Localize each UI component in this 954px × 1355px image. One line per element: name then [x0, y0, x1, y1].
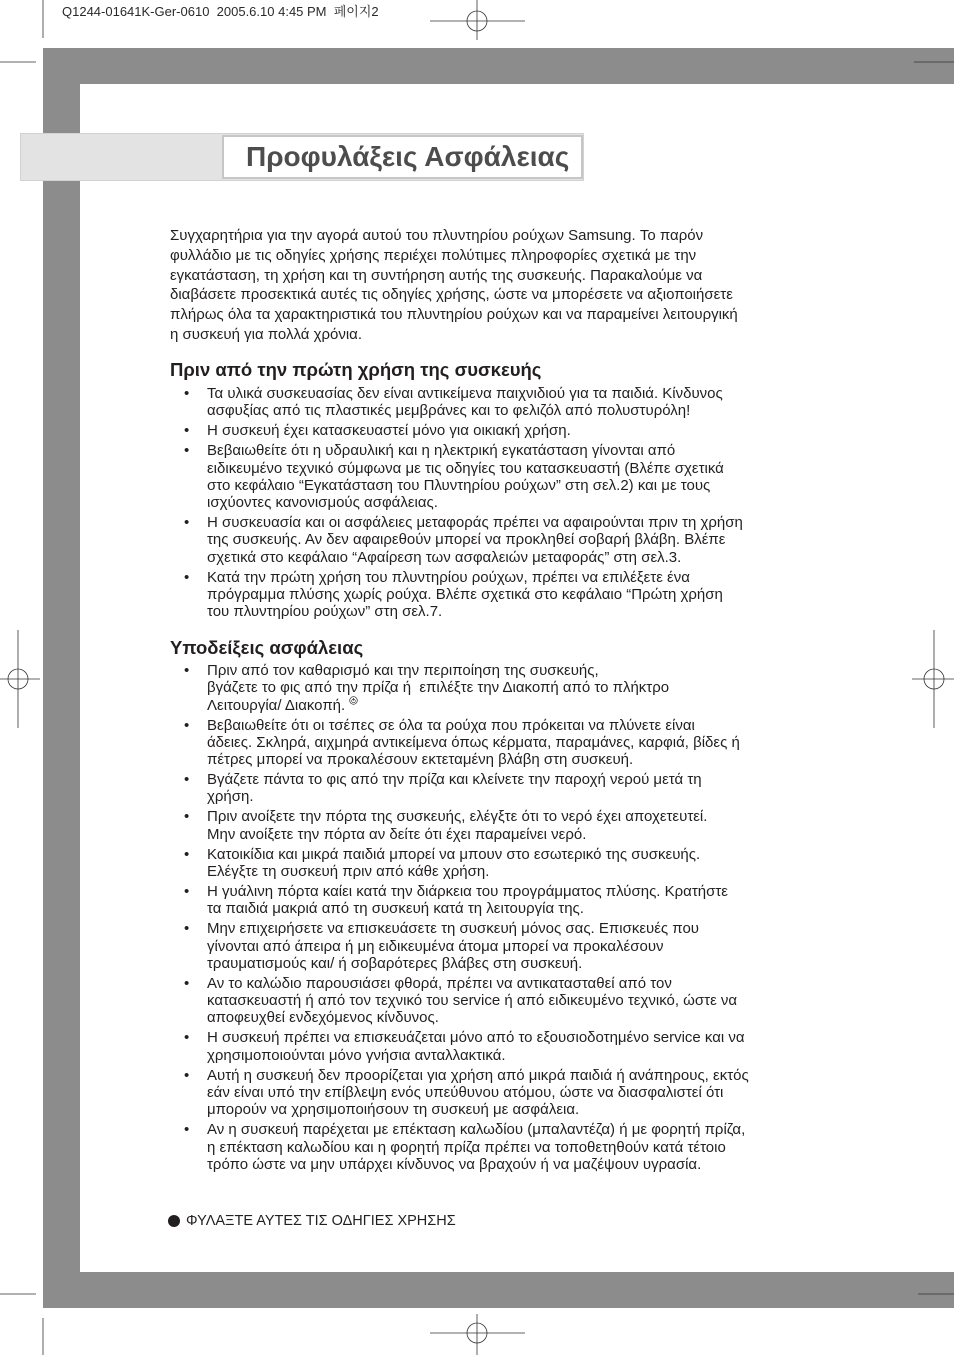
before-first-use-list [170, 385, 743, 623]
list-item-text: Η συσκευασία και οι ασφάλειες μεταφοράς πρέπει να αφαιρούνται πριν τη χρήση της συσκευής. Αν δεν αφαιρεθούν μπορεί να προκληθεί σοβαρή βλάβη. Βλέπε σχετικά στο κεφάλαιο “Αφαίρεση των ασφαλειών μεταφοράς” στη σελ.3. [207, 514, 743, 566]
list-item-text: Τα υλικά συσκευασίας δεν είναι αντικείμενα παιχνιδιού για τα παιδιά. Κίνδυνος ασφυξίας από τις πλαστικές μεμβράνες και το φελιζόλ από πολυστυρόλη! [207, 385, 723, 420]
list-item-text: Κατά την πρώτη χρήση του πλυντηρίου ρούχων, πρέπει να επιλέξετε ένα πρόγραμμα πλύσης χωρίς ρούχα. Βλέπε σχετικά στο κεφάλαιο “Πρώτη χρήση του πλυντηρίου ρούχων” στη σελ.7. [207, 568, 723, 621]
intro-paragraph: Συγχαρητήρια για την αγορά αυτού του πλυντηρίου ρούχων Samsung. Το παρόν φυλλάδιο με τις οδηγίες χρήσης περιέχει πολύτιμες πληροφορίες σχετικά με την εγκατάσταση, τη χρήση και τη συντήρηση αυτής της συσκευής. Παρακαλούμε να διαβάσετε προσεκτικά αυτές τις οδηγίες χρήσης, ώστε να μπορέσετε να αξιοποιήσετε πλήρως όλα τα χαρακτηριστικά του πλυντηρίου ρούχων και να παραμείνει λειτουργική η συσκευή για πολλά χρόνια. [170, 227, 738, 343]
list-item-text: Πριν από τον καθαρισμό και την περιποίηση της συσκευής, βγάζετε το φις από την πρίζα ή επιλέξτε την Διακοπή από το πλήκτρο Λειτουργία/ Διακοπή. [207, 662, 670, 714]
list-item-text: Αν το καλώδιο παρουσιάσει φθορά, πρέπει να αντικατασταθεί από τον κατασκευαστή ή από τον τεχνικό του service ή από ειδικευμένο τεχνικό, ώστε να αποφευχθεί ενδεχόμενος κίνδυνος. [207, 974, 738, 1027]
list-item-text: Βεβαιωθείτε ότι η υδραυλική και η ηλεκτρική εγκατάσταση γίνονται από ειδικευμένο τεχνικό σύμφωνα με τις οδηγίες του κατασκευαστή (Βλέπε σχετικά στο κεφάλαιο “Εγκατάσταση του Πλυντηρίου ρούχων” στη σελ.2) και με τους ισχύοντες κανονισμούς ασφάλειας. [207, 442, 724, 512]
trim-mark-bottom-left [0, 1294, 43, 1355]
title-banner [20, 133, 584, 181]
list-item [170, 883, 749, 918]
list-item-text: Η συσκευή έχει κατασκευαστεί μόνο για οικιακή χρήση. [207, 422, 571, 440]
list-item-text: Η γυάλινη πόρτα καίει κατά την διάρκεια του προγράμματος πλύσης. Κρατήστε τα παιδιά μακριά από τη συσκευή κατά τη λειτουργία της. [207, 883, 728, 918]
title-frame [222, 135, 583, 179]
filled-circle-icon [168, 1215, 180, 1227]
print-slug: Q1244-01641K-Ger-0610 2005.6.10 4:45 PM 페이지2 [62, 4, 379, 19]
list-item [170, 569, 743, 621]
list-item [170, 808, 749, 843]
list-item [170, 1067, 749, 1119]
power-icon [349, 696, 358, 705]
list-item-text: Αυτή η συσκευή δεν προορίζεται για χρήση από μικρά παιδιά ή ανάπηρους, εκτός εάν είναι υπό την επίβλεψη ενός υπεύθυνου ατόμου, ώστε να διασφαλιστεί ότι μπορούν να χρησιμοποιήσουν τη συσκευή με ασφάλεια. [207, 1066, 749, 1119]
list-item [170, 514, 743, 566]
registration-mark-top-icon [430, 0, 525, 40]
list-item-text: Η συσκευή πρέπει να επισκευάζεται μόνο από το εξουσιοδοτημένο service και να χρησιμοποιούνται μόνο γνήσια ανταλλακτικά. [207, 1029, 745, 1064]
list-item [170, 442, 743, 511]
list-item [170, 422, 743, 439]
list-item-text: Βεβαιωθείτε ότι οι τσέπες σε όλα τα ρούχα που πρόκειται να πλύνετε είναι άδειες. Σκληρά, αιχμηρά αντικείμενα όπως κέρματα, παραμάνες, καρφιά, βίδες ή πέτρες μπορεί να προκαλέσουν εκτεταμένη βλάβη στη συσκευή. [207, 716, 740, 769]
list-item-text: Βγάζετε πάντα το φις από την πρίζα και κλείνετε την παροχή νερού μετά τη χρήση. [207, 771, 702, 806]
safety-instructions-list [170, 662, 749, 1176]
list-item [170, 920, 749, 972]
footer-note: ΦΥΛΑΞΤΕ ΑΥΤΕΣ ΤΙΣ ΟΔΗΓΙΕΣ ΧΡΗΣΗΣ [186, 1213, 456, 1229]
list-item-text: Πριν ανοίξετε την πόρτα της συσκευής, ελέγξτε ότι το νερό έχει αποχετευτεί. Μην ανοίξετε την πόρτα αν δείτε ότι έχει παραμείνει νερό. [207, 808, 708, 843]
list-item [170, 717, 749, 769]
list-item-text: Κατοικίδια και μικρά παιδιά μπορεί να μπουν στο εσωτερικό της συσκευής. Ελέγξτε τη συσκευή πριν από κάθε χρήση. [207, 845, 701, 881]
page-title: Προφυλάξεις Ασφάλειας [246, 141, 570, 172]
section-heading-safety-instructions: Υποδείξεις ασφάλειας [170, 637, 364, 658]
list-item-text: Μην επιχειρήσετε να επισκευάσετε τη συσκευή μόνος σας. Επισκευές που γίνονται από άπειρα ή μη ειδικευμένα άτομα μπορεί να προκαλέσουν τραυματισμούς και/ ή σοβαρότερες βλάβες στη συσκευή. [207, 920, 699, 972]
registration-mark-left-icon [0, 630, 40, 728]
list-item [170, 662, 749, 714]
list-item [170, 846, 749, 881]
list-item [170, 385, 743, 420]
section-heading-before-first-use: Πριν από την πρώτη χρήση της συσκευής [170, 359, 542, 380]
list-item [170, 1029, 749, 1064]
list-item [170, 1121, 749, 1173]
registration-mark-bottom-icon [430, 1314, 525, 1355]
list-item-text: Αν η συσκευή παρέχεται με επέκταση καλωδίου (μπαλαντέζα) ή με φορητή πρίζα, η επέκταση καλωδίου και η φορητή πρίζα πρέπει να τοποθετηθούν κατά τέτοιο τρόπο ώστε να μην υπάρχει κίνδυνος να βραχούν ή να μαζέψουν υγρασία. [207, 1121, 746, 1173]
list-item [170, 771, 749, 806]
trim-mark-top-left [0, 0, 43, 62]
list-item [170, 975, 749, 1027]
